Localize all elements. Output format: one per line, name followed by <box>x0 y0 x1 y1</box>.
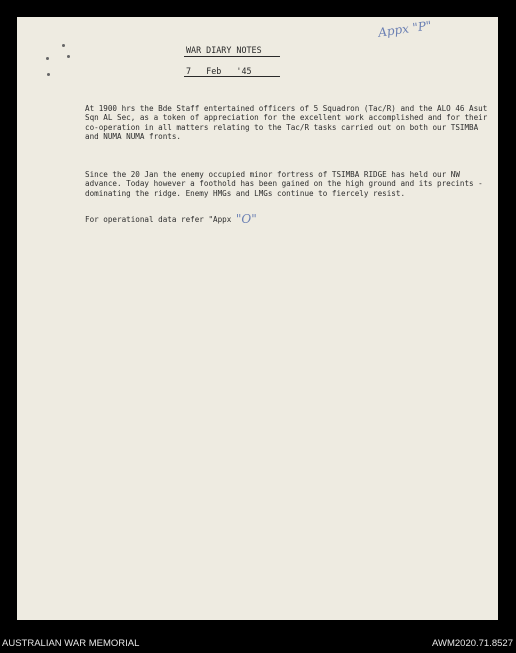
punch-hole-mark <box>67 55 70 58</box>
punch-hole-mark <box>62 44 65 47</box>
punch-hole-mark <box>47 73 50 76</box>
date-underline <box>184 76 280 77</box>
paragraph-2: Since the 20 Jan the enemy occupied minor fortress of TSIMBA RIDGE has held our NW advance. Today however a foothold has been gained on the high ground and its precints - dominating the ridge. Enemy HMGs and LMGs continue to fiercely resist. <box>85 170 483 198</box>
paragraph-1: At 1900 hrs the Bde Staff entertained officers of 5 Squadron (Tac/R) and the ALO 46 Asut Sqn AL Sec, as a token of appreciation for the excellent work accomplished and for their co-operation in all matters relating to the Tac/R tasks carried out on both our TSIMBA and NUMA NUMA fronts. <box>85 104 488 141</box>
document-title: WAR DIARY NOTES <box>186 45 262 55</box>
document-date: 7 Feb '45 <box>186 66 252 76</box>
footer-institution: AUSTRALIAN WAR MEMORIAL <box>2 638 140 649</box>
title-underline <box>184 56 280 57</box>
punch-hole-mark <box>46 57 49 60</box>
footer-accession-number: AWM2020.71.8527 <box>432 638 513 649</box>
reference-line <box>85 212 495 226</box>
handwritten-appendix-letter: "O" <box>235 212 257 226</box>
reference-text: For operational data refer "Appx <box>85 215 236 224</box>
handwritten-appendix-annotation: Appx "P" <box>377 18 433 40</box>
